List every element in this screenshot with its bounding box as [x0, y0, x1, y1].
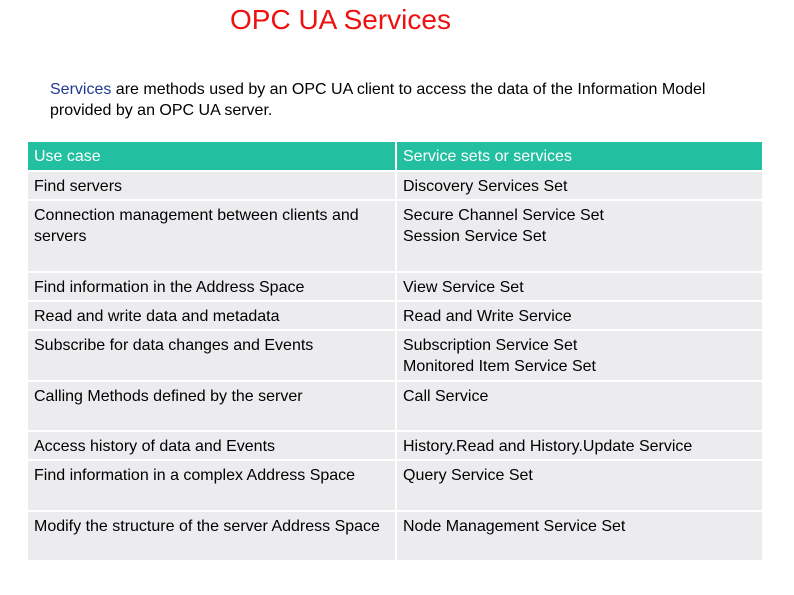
use-case-cell: Find information in a complex Address Space [27, 460, 396, 511]
table-row [27, 301, 763, 330]
table-row [27, 431, 763, 460]
use-case-cell: Modify the structure of the server Address Space [27, 511, 396, 561]
table-header-row [27, 141, 763, 171]
use-case-cell: Read and write data and metadata [27, 301, 396, 330]
intro-keyword: Services [50, 81, 112, 98]
service-cell: Call Service [396, 381, 763, 431]
service-cell: View Service Set [396, 272, 763, 301]
service-cell: Read and Write Service [396, 301, 763, 330]
service-cell: History.Read and History.Update Service [396, 431, 763, 460]
table-row [27, 460, 763, 511]
table-row [27, 330, 763, 381]
use-case-cell: Subscribe for data changes and Events [27, 330, 396, 381]
slide-title: OPC UA Services [230, 4, 451, 35]
use-case-cell: Calling Methods defined by the server [27, 381, 396, 431]
use-case-cell: Find information in the Address Space [27, 272, 396, 301]
service-cell: Node Management Service Set [396, 511, 763, 561]
service-cell: Secure Channel Service Set Session Service Set [396, 200, 763, 272]
table-row [27, 511, 763, 561]
use-case-cell: Find servers [27, 171, 396, 200]
table-row [27, 381, 763, 431]
header-service-sets: Service sets or services [396, 141, 763, 171]
intro-text: are methods used by an OPC UA client to access the data of the Information Model provided by an OPC UA server. [50, 81, 706, 119]
use-case-cell: Access history of data and Events [27, 431, 396, 460]
header-use-case: Use case [27, 141, 396, 171]
intro-paragraph [50, 79, 770, 121]
table-row [27, 200, 763, 272]
services-table [26, 140, 764, 562]
service-cell: Subscription Service Set Monitored Item Service Set [396, 330, 763, 381]
table-row [27, 171, 763, 200]
use-case-cell: Connection management between clients and servers [27, 200, 396, 272]
service-cell: Discovery Services Set [396, 171, 763, 200]
table-row [27, 272, 763, 301]
service-cell: Query Service Set [396, 460, 763, 511]
